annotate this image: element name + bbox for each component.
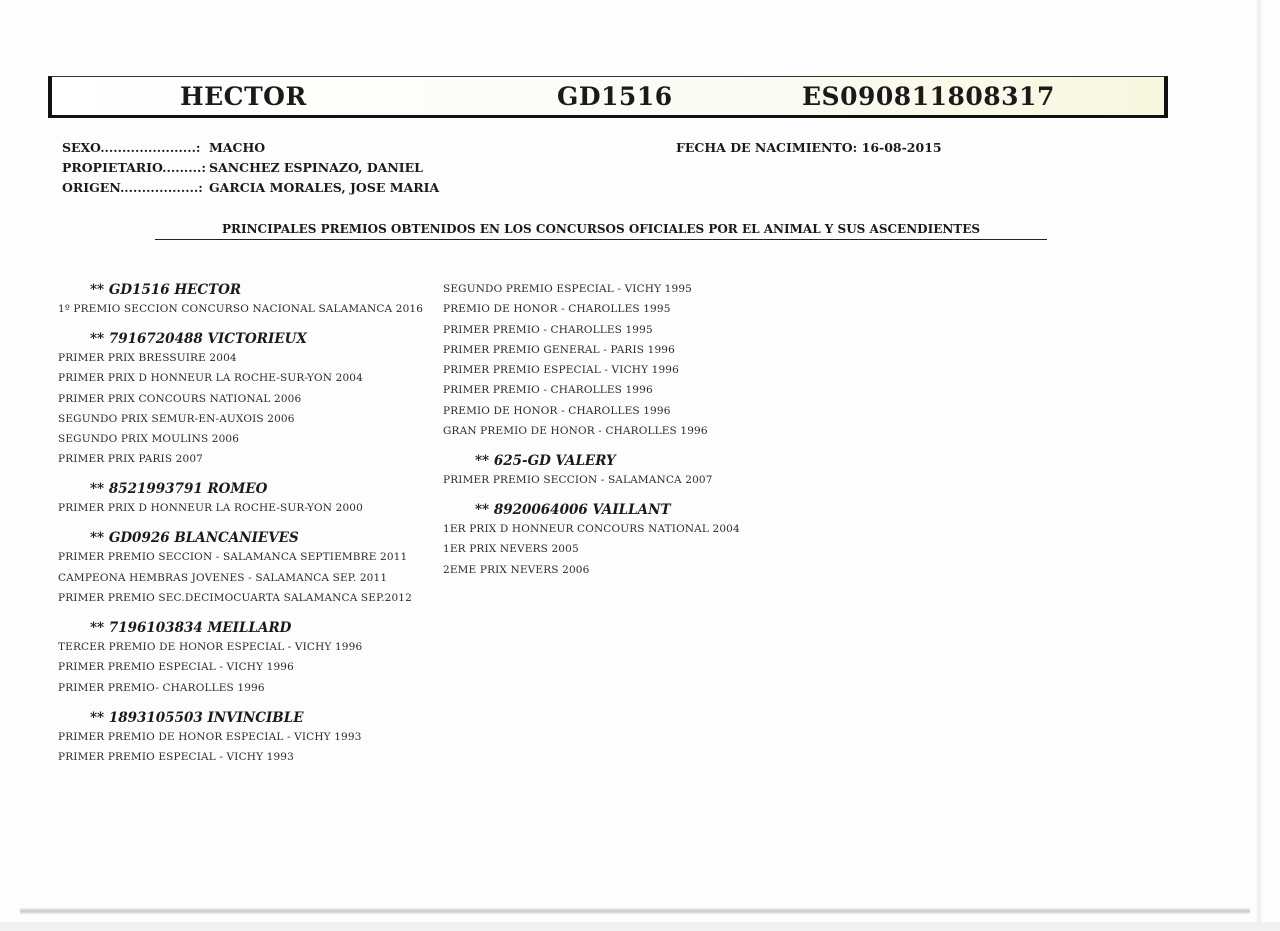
prize-group <box>58 710 438 764</box>
section-divider <box>155 239 1047 240</box>
prize-entry: PRIMER PRIX D HONNEUR LA ROCHE-SUR-YON 2000 <box>58 502 363 515</box>
propietario-value: SANCHEZ ESPINAZO, DANIEL <box>209 160 423 175</box>
prize-entry: 1ER PRIX D HONNEUR CONCOURS NATIONAL 2004 <box>443 523 740 536</box>
prize-entry: GRAN PREMIO DE HONOR - CHAROLLES 1996 <box>443 425 708 438</box>
prize-group <box>58 530 438 605</box>
sexo-label: SEXO......................: <box>62 140 201 155</box>
prize-entry: TERCER PREMIO DE HONOR ESPECIAL - VICHY 1996 <box>58 641 363 654</box>
prize-entry: SEGUNDO PREMIO ESPECIAL - VICHY 1995 <box>443 283 692 295</box>
prize-group <box>443 282 823 438</box>
prize-entry: PRIMER PRIX BRESSUIRE 2004 <box>58 352 237 364</box>
section-title: PRINCIPALES PREMIOS OBTENIDOS EN LOS CONCURSOS OFICIALES POR EL ANIMAL Y SUS ASCENDIENTES <box>221 222 981 236</box>
registry-number-title: ES090811808317 <box>802 82 1055 111</box>
prize-group <box>58 620 438 695</box>
prize-entry: PRIMER PREMIO- CHAROLLES 1996 <box>58 681 265 694</box>
animal-code-title: GD1516 <box>557 82 673 111</box>
prize-entry: PRIMER PREMIO GENERAL - PARIS 1996 <box>443 343 675 356</box>
origen-value: GARCIA MORALES, JOSE MARIA <box>209 180 440 195</box>
prize-entry: SEGUNDO PRIX MOULINS 2006 <box>58 433 240 446</box>
fecha-nacimiento: FECHA DE NACIMIENTO: 16-08-2015 <box>676 140 942 155</box>
scan-edge-bottom <box>20 908 1250 914</box>
prize-entry: PRIMER PREMIO - CHAROLLES 1995 <box>443 323 653 336</box>
prize-entry: PREMIO DE HONOR - CHAROLLES 1996 <box>443 404 671 417</box>
prize-entry: PRIMER PREMIO - CHAROLLES 1996 <box>443 384 653 397</box>
prize-entry: PRIMER PREMIO SECCION - SALAMANCA 2007 <box>443 474 713 487</box>
prize-entry: PRIMER PRIX D HONNEUR LA ROCHE-SUR-YON 2004 <box>58 372 363 385</box>
prize-entry: PRIMER PREMIO SEC.DECIMOCUARTA SALAMANCA SEP.2012 <box>58 592 412 605</box>
prize-entry: PRIMER PREMIO DE HONOR ESPECIAL - VICHY 1993 <box>58 730 362 743</box>
ancestor-name: ** 7196103834 MEILLARD <box>90 620 292 637</box>
prizes-left-column <box>58 282 438 770</box>
prize-group <box>58 481 438 515</box>
prize-entry: 1º PREMIO SECCION CONCURSO NACIONAL SALAMANCA 2016 <box>58 303 424 315</box>
prize-entry: SEGUNDO PRIX SEMUR-EN-AUXOIS 2006 <box>58 412 295 425</box>
prize-group <box>443 453 823 487</box>
prize-group <box>58 282 438 316</box>
ancestor-name: ** 1893105503 INVINCIBLE <box>90 709 304 726</box>
prize-entry: PREMIO DE HONOR - CHAROLLES 1995 <box>443 303 671 316</box>
prize-entry: PRIMER PRIX PARIS 2007 <box>58 453 203 466</box>
ancestor-name: ** 625-GD VALERY <box>475 453 616 470</box>
ancestor-name: ** GD0926 BLANCANIEVES <box>90 530 299 547</box>
prize-entry: PRIMER PREMIO SECCION - SALAMANCA SEPTIEMBRE 2011 <box>58 551 408 564</box>
prizes-right-column <box>443 282 823 583</box>
prize-entry: 2EME PRIX NEVERS 2006 <box>443 563 590 576</box>
ancestor-name: ** GD1516 HECTOR <box>90 282 242 298</box>
scan-margin-bottom <box>0 922 1280 931</box>
ancestor-name: ** 8521993791 ROMEO <box>90 481 268 498</box>
origen-label: ORIGEN..................: <box>62 180 203 195</box>
animal-name-title: HECTOR <box>180 82 307 111</box>
sexo-value: MACHO <box>209 140 266 155</box>
ancestor-name: ** 8920064006 VAILLANT <box>475 502 671 519</box>
prize-entry: PRIMER PREMIO ESPECIAL - VICHY 1993 <box>58 750 294 763</box>
prize-group <box>443 502 823 577</box>
scan-edge-right <box>1256 0 1262 931</box>
ancestor-name: ** 7916720488 VICTORIEUX <box>90 331 307 347</box>
prize-entry: PRIMER PREMIO ESPECIAL - VICHY 1996 <box>58 661 294 674</box>
prize-entry: PRIMER PRIX CONCOURS NATIONAL 2006 <box>58 392 302 405</box>
prize-group <box>58 331 438 466</box>
propietario-label: PROPIETARIO.........: <box>62 160 206 175</box>
prize-entry: 1ER PRIX NEVERS 2005 <box>443 543 579 556</box>
prize-entry: CAMPEONA HEMBRAS JOVENES - SALAMANCA SEP. 2011 <box>58 571 388 584</box>
prize-entry: PRIMER PREMIO ESPECIAL - VICHY 1996 <box>443 364 679 377</box>
